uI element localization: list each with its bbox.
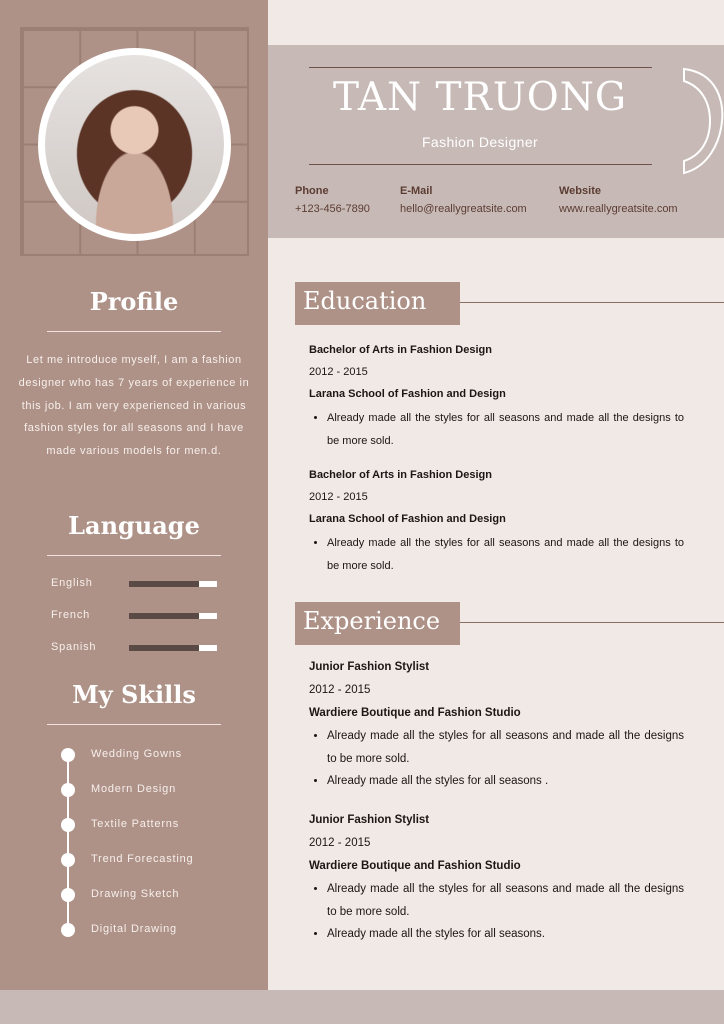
role-title: Junior Fashion Stylist [309,814,430,826]
skill-item [61,887,261,903]
degree-title: Bachelor of Arts in Fashion Design [309,344,492,356]
contact-label: Website [559,185,601,197]
header [268,45,724,238]
experience-entry [309,661,684,793]
skills-heading: My Skills [72,680,196,709]
experience-divider [460,622,724,623]
skill-label: Textile Patterns [91,818,180,830]
contact-value: www.reallygreatsite.com [559,203,678,215]
skill-label: Drawing Sketch [91,888,180,900]
skill-item [61,922,261,938]
bullet-item: • Already made all the styles for all seasons. [327,923,684,946]
entry-bullets [309,725,684,793]
company-name: Wardiere Boutique and Fashion Studio [309,707,521,719]
profile-heading: Profile [89,287,179,316]
person-name: TAN TRUONG [332,75,628,120]
footer-band [0,990,724,1024]
bullet-item: • Already made all the styles for all seasons and made all the designs to be more sold. [327,532,684,577]
language-level-bar [129,581,217,587]
contact-value: hello@reallygreatsite.com [400,203,527,215]
education-divider [460,302,724,303]
sidebar [0,0,268,990]
education-heading-box [295,282,460,325]
language-item [51,609,221,623]
skill-item [61,747,261,763]
entry-years: 2012 - 2015 [309,837,371,849]
header-top-rule [309,67,652,68]
language-level-bar [129,645,217,651]
school-name: Larana School of Fashion and Design [309,388,506,400]
contact-label: E-Mail [400,185,433,197]
language-divider [47,555,221,556]
profile-photo [45,55,224,234]
experience-heading: Experience [303,607,441,635]
contact-label: Phone [295,185,329,197]
contact-phone [295,185,370,215]
bullet-item: • Already made all the styles for all seasons and made all the designs to be more sold. [327,407,684,452]
language-label: English [51,577,93,589]
education-entry [309,344,684,452]
entry-bullets [309,878,684,946]
role-title: Junior Fashion Stylist [309,661,430,673]
skills-divider [47,724,221,725]
education-heading: Education [303,287,427,315]
bullet-item: • Already made all the styles for all seasons . [327,770,684,793]
company-name: Wardiere Boutique and Fashion Studio [309,860,521,872]
language-heading: Language [68,511,200,540]
bullet-item: • Already made all the styles for all seasons and made all the designs to be more sold. [327,878,684,923]
profile-divider [47,331,221,332]
language-item [51,641,221,655]
skill-item [61,852,261,868]
skill-label: Digital Drawing [91,923,177,935]
header-bottom-rule [309,164,652,165]
skill-dot-icon [61,888,75,902]
education-entry [309,469,684,577]
arc-decoration-icon [678,67,724,175]
job-title: Fashion Designer [421,134,539,150]
skill-label: Trend Forecasting [91,853,194,865]
profile-text: Let me introduce myself, I am a fashion designer who has 7 years of experience in this job. I am very experienced in various fashion styles for all seasons and I have made various models for men.d. [18,354,250,458]
experience-entry [309,814,684,946]
contact-value: +123-456-7890 [295,203,370,215]
entry-bullets [309,532,684,577]
language-label: Spanish [51,641,97,653]
language-level-bar [129,613,217,619]
skill-dot-icon [61,748,75,762]
degree-title: Bachelor of Arts in Fashion Design [309,469,492,481]
skill-dot-icon [61,818,75,832]
skill-label: Wedding Gowns [91,748,182,760]
entry-years: 2012 - 2015 [309,491,368,503]
entry-bullets [309,407,684,452]
language-label: French [51,609,91,621]
skill-item [61,817,261,833]
contact-email [400,185,527,215]
experience-heading-box [295,602,460,645]
entry-years: 2012 - 2015 [309,366,368,378]
language-item [51,577,221,591]
contact-website [559,185,678,215]
skill-dot-icon [61,923,75,937]
skill-dot-icon [61,783,75,797]
school-name: Larana School of Fashion and Design [309,513,506,525]
bullet-item: • Already made all the styles for all seasons and made all the designs to be more sold. [327,725,684,770]
skill-label: Modern Design [91,783,176,795]
entry-years: 2012 - 2015 [309,684,371,696]
skill-dot-icon [61,853,75,867]
skill-item [61,782,261,798]
